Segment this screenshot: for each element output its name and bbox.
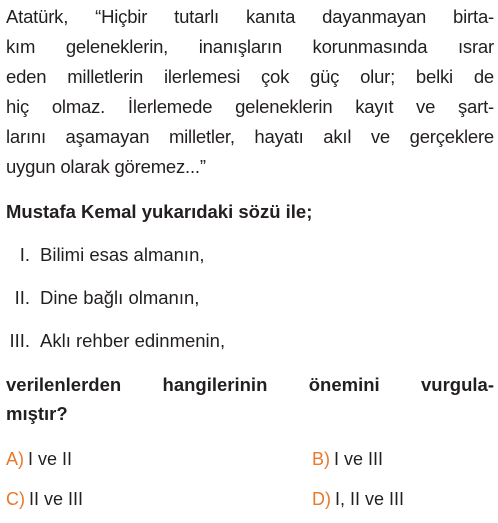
answer-letter: D): [312, 489, 331, 509]
statement-numeral: III.: [9, 330, 30, 351]
answer-choices: [0, 442, 498, 522]
passage-line: uygun olarak göremez...”: [6, 156, 206, 177]
answer-option-d[interactable]: [312, 484, 404, 514]
statement-text: Dine bağlı olmanın,: [40, 287, 200, 308]
passage-line: larını aşamayan milletler, hayatı akıl ve gerçeklere: [6, 126, 494, 147]
statement-text: Bilimi esas almanın,: [40, 244, 205, 265]
question-text: [6, 370, 494, 428]
answer-letter: B): [312, 449, 330, 469]
answer-option-a[interactable]: [6, 444, 72, 474]
answer-text: I ve II: [28, 449, 73, 469]
passage-line: eden milletlerin ilerlemesi çok güç olur; belki de: [6, 66, 494, 87]
passage-line: kım geleneklerin, inanışların korunmasında ısrar: [6, 36, 494, 57]
statement-numeral: I.: [19, 244, 30, 265]
answer-text: I, II ve III: [335, 489, 405, 509]
question-line: mıştır?: [6, 403, 68, 424]
statement-text: Aklı rehber edinmenin,: [40, 330, 226, 351]
question-line: verilenlerden hangilerinin önemini vurgula-: [6, 374, 494, 395]
passage-line: Atatürk, “Hiçbir tutarlı kanıta dayanmayan birta-: [6, 6, 494, 27]
passage-line: hiç olmaz. İlerlemede geleneklerin kayıt ve şart-: [6, 96, 494, 117]
question-stem: Mustafa Kemal yukarıdaki sözü ile;: [6, 201, 313, 222]
answer-letter: A): [6, 449, 24, 469]
answer-letter: C): [6, 489, 25, 509]
answer-option-c[interactable]: [6, 484, 83, 514]
quote-passage: [6, 2, 494, 182]
statement-numeral: II.: [14, 287, 30, 308]
answer-text: I ve III: [334, 449, 384, 469]
answer-option-b[interactable]: [312, 444, 383, 474]
answer-text: II ve III: [29, 489, 84, 509]
